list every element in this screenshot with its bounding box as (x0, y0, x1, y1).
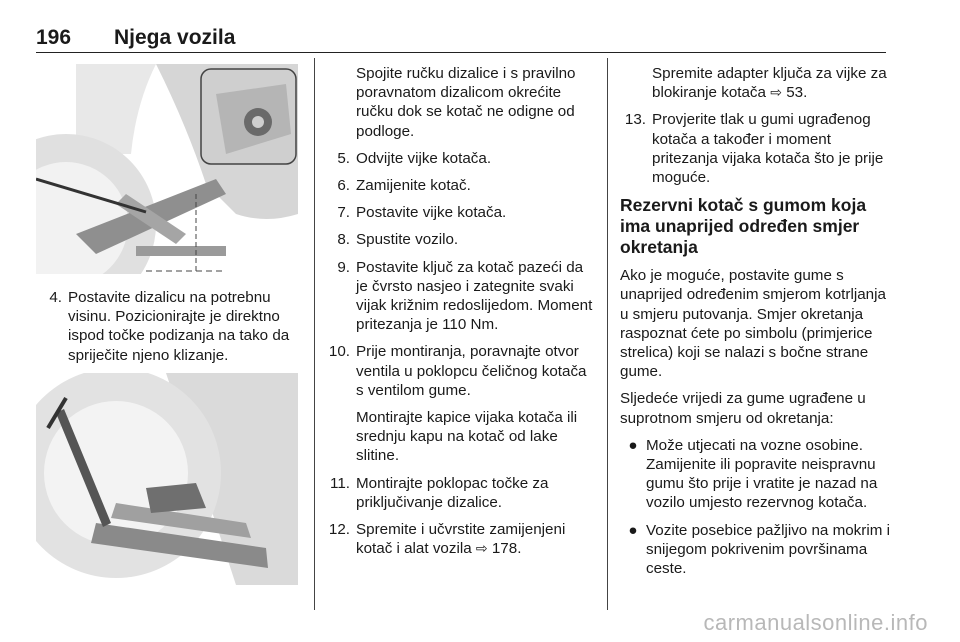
step-number: 6. (337, 177, 350, 195)
step-12 (324, 520, 596, 558)
jack-handle-illustration (36, 373, 298, 585)
reference-arrow-icon: ⇨ (475, 540, 488, 557)
step-text: Montirajte poklopac točke za priključivanje dizalice. (356, 474, 549, 511)
step-number: 8. (337, 231, 350, 249)
step-text: Prije montiranja, poravnajte otvor ventila u poklopcu čeličnog kotača s ventilom gume. (356, 343, 587, 399)
step-10 (324, 342, 596, 400)
paragraph-2: Sljedeće vrijedi za gume ugrađene u suprotnom smjeru od okretanja: (620, 390, 866, 427)
watermark: carmanualsonline.info (703, 610, 928, 635)
bullet-item (620, 521, 890, 579)
step-6 (324, 176, 596, 195)
step-12-text: Spremite i učvrstite zamijenjeni kotač i alat vozila (356, 521, 566, 558)
column-1 (36, 64, 302, 585)
step-text: Zamijenite kotač. (356, 177, 471, 195)
step-12-continuation (620, 64, 890, 102)
step-10-extra: Montirajte kapice vijaka kotača ili srednju kapu na kotač od lake slitine. (356, 409, 578, 465)
step-text: Spustite vozilo. (356, 231, 459, 249)
step-8 (324, 230, 596, 249)
step-13 (620, 110, 890, 187)
page-reference: 178. (491, 540, 522, 558)
bullet-text: Vozite posebice pažljivo na mokrim i snijegom pokrivenim površinama ceste. (646, 521, 890, 578)
page-title: Njega vozila (114, 26, 236, 49)
step-number: 11. (330, 474, 350, 492)
paragraph-1: Ako je moguće, postavite gume s unaprijed određenim smjerom kotrljanja u smjeru putovanja. Smjer okretanja raspoznat ćete po simbolu (primjerice strelica) koji se nalazi s bočne strane gume. (620, 267, 886, 381)
step-text: Postavite vijke kotača. (356, 204, 507, 222)
step-12-cont-text: Spremite adapter ključa za vijke za blokiranje kotača (652, 65, 887, 102)
step-4-continuation: Spojite ručku dizalice i s pravilno poravnatom dizalicom okrećite ručku dok se kotač ne odigne od podloge. (356, 65, 576, 140)
column-divider-left (314, 58, 315, 610)
page-header (36, 24, 886, 53)
step-11 (324, 474, 596, 512)
column-divider-right (607, 58, 608, 610)
bullet-dot-icon: ● (628, 436, 638, 454)
step-number: 10. (328, 343, 350, 361)
step-text: Provjerite tlak u gumi ugrađenog kotača a također i moment pritezanja vijaka kotača što je prije moguće. (652, 111, 884, 187)
bullet-dot-icon: ● (628, 521, 638, 539)
step-5 (324, 149, 596, 168)
step-text: Odvijte vijke kotača. (356, 149, 492, 167)
column-3 (620, 64, 890, 586)
step-text (356, 520, 596, 558)
page-reference: 53. (786, 84, 808, 102)
bullet-text: Može utjecati na vozne osobine. Zamijenite ili popravite neispravnu gumu što prije i vratite je nazad na vozilo umjesto rezervnog kotača. (646, 436, 878, 512)
page-number: 196 (36, 26, 72, 49)
step-text: Postavite ključ za kotač pazeći da je čvrsto nasjeo i zategnite svaki vijak križnim redoslijedom. Moment pritezanja je 110 Nm. (356, 258, 593, 334)
step-number: 9. (337, 258, 350, 276)
step-number: 13. (624, 111, 646, 129)
bullet-item (620, 436, 890, 513)
jack-position-illustration (36, 64, 298, 274)
step-9 (324, 258, 596, 335)
step-4 (36, 288, 302, 365)
step-number: 12. (328, 521, 350, 539)
section-heading: Rezervni kotač s gumom koja ima unaprijed određen smjer okretanja (620, 195, 867, 258)
step-number: 5. (337, 149, 350, 167)
step-number: 4. (49, 289, 62, 306)
column-2 (324, 64, 596, 566)
step-number: 7. (337, 204, 350, 222)
step-7 (324, 203, 596, 222)
reference-arrow-icon: ⇨ (770, 84, 782, 101)
step-text: Postavite dizalicu na potrebnu visinu. Pozicionirajte je direktno ispod točke podizanja na tako da spriječite njeno klizanje. (68, 289, 290, 364)
